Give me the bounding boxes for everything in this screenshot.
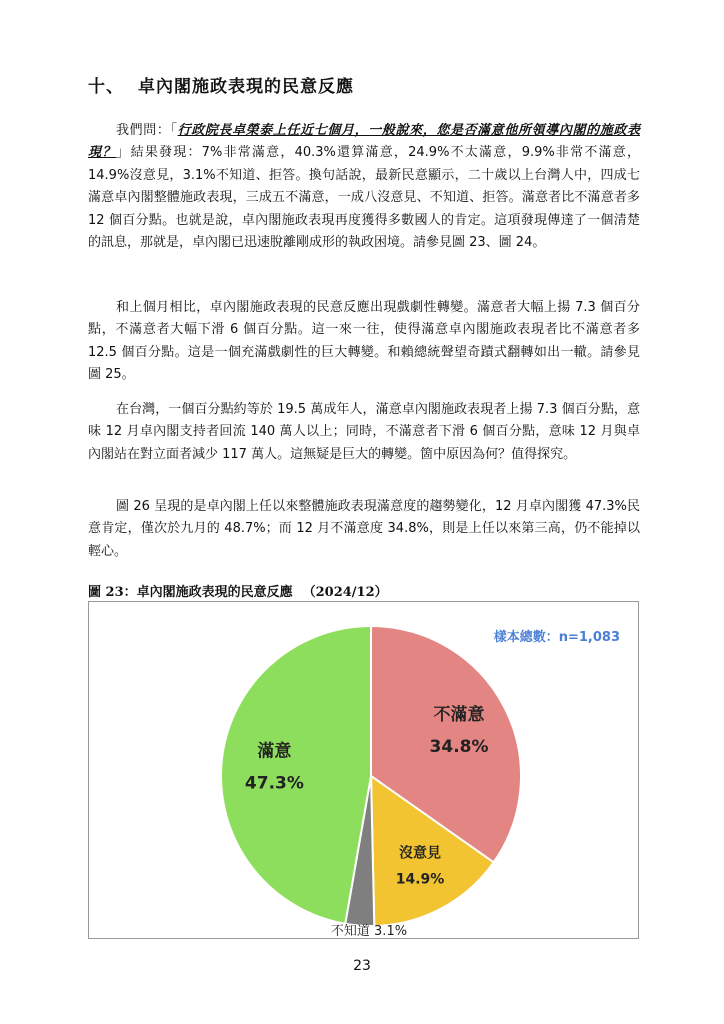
pie-slice-value-1: 14.9% [395,871,445,888]
pie-slice-label-0: 不滿意 [433,704,485,725]
sample-size-label: 樣本總數：n=1,083 [493,630,620,645]
pie-slice-value-3: 47.3% [244,773,304,794]
section-heading [88,72,354,97]
figure-caption-date: （2024/12） [302,585,388,600]
page-number: 23 [353,958,371,974]
paragraph-3: 在台灣，一個百分點約等於 19.5 萬成年人，滿意卓內閣施政表現者上揚 7.3 個百分點，意味 12 月卓內閣支持者回流 140 萬人以上；同時，不滿意者下滑 6 個百分點，意味 12 月與卓內閣站在對立面者減少 117 萬人。這無疑是巨大的轉變。箇中原因為何？值得探究。 [88,402,640,462]
pie-slice-value-0: 34.8% [429,736,489,757]
paragraph-4: 圖 26 呈現的是卓內閣上任以來整體施政表現滿意度的趨勢變化，12 月卓內閣獲 47.3%民意肯定，僅次於九月的 48.7%；而 12 月不滿意度 34.8%，則是上任以來第三高，仍不能掉以輕心。 [88,499,640,559]
section-number: 十、 [88,77,124,97]
paragraph-1 [88,120,640,254]
section-title: 卓內閣施政表現的民意反應 [138,77,354,97]
paragraph-2: 和上個月相比，卓內閣施政表現的民意反應出現戲劇性轉變。滿意者大幅上揚 7.3 個百分點，不滿意者大幅下滑 6 個百分點。這一來一往，使得滿意卓內閣施政表現者比不滿意者多 12.5 個百分點。這是一個充滿戲劇性的巨大轉變。和賴總統聲望奇蹟式翻轉如出一轍。請參見圖 25。 [88,300,640,383]
pie-slice-label-2: 不知道 3.1% [330,924,408,939]
survey-question: 行政院長卓榮泰上任近七個月，一般說來，您是否滿意他所領導內閣的施政表現？ [88,123,640,161]
pie-slice-label-1: 沒意見 [399,845,442,862]
figure-caption [88,581,388,600]
paragraph-1-body: 」結果發現：7%非常滿意，40.3%還算滿意，24.9%不太滿意，9.9%非常不滿意，14.9%沒意見，3.1%不知道、拒答。換句話說，最新民意顯示，二十歲以上台灣人中，四成七滿意卓內閣整體施政表現，三成五不滿意，一成八沒意見、不知道、拒答。滿意者比不滿意者多 12 個百分點。也就是說，卓內閣施政表現再度獲得多數國人的肯定。這項發現傳達了一個清楚的訊息，那就是，卓內閣已迅速脫離剛成形的執政困境。請參見圖 23、圖 24。 [88,145,640,251]
pie-chart-frame [88,601,639,939]
pie-chart [89,602,640,940]
figure-caption-title: 圖 23：卓內閣施政表現的民意反應 [88,585,293,600]
paragraph-1-prefix: 我們問：「 [116,123,178,138]
pie-slice-label-3: 滿意 [257,741,292,762]
